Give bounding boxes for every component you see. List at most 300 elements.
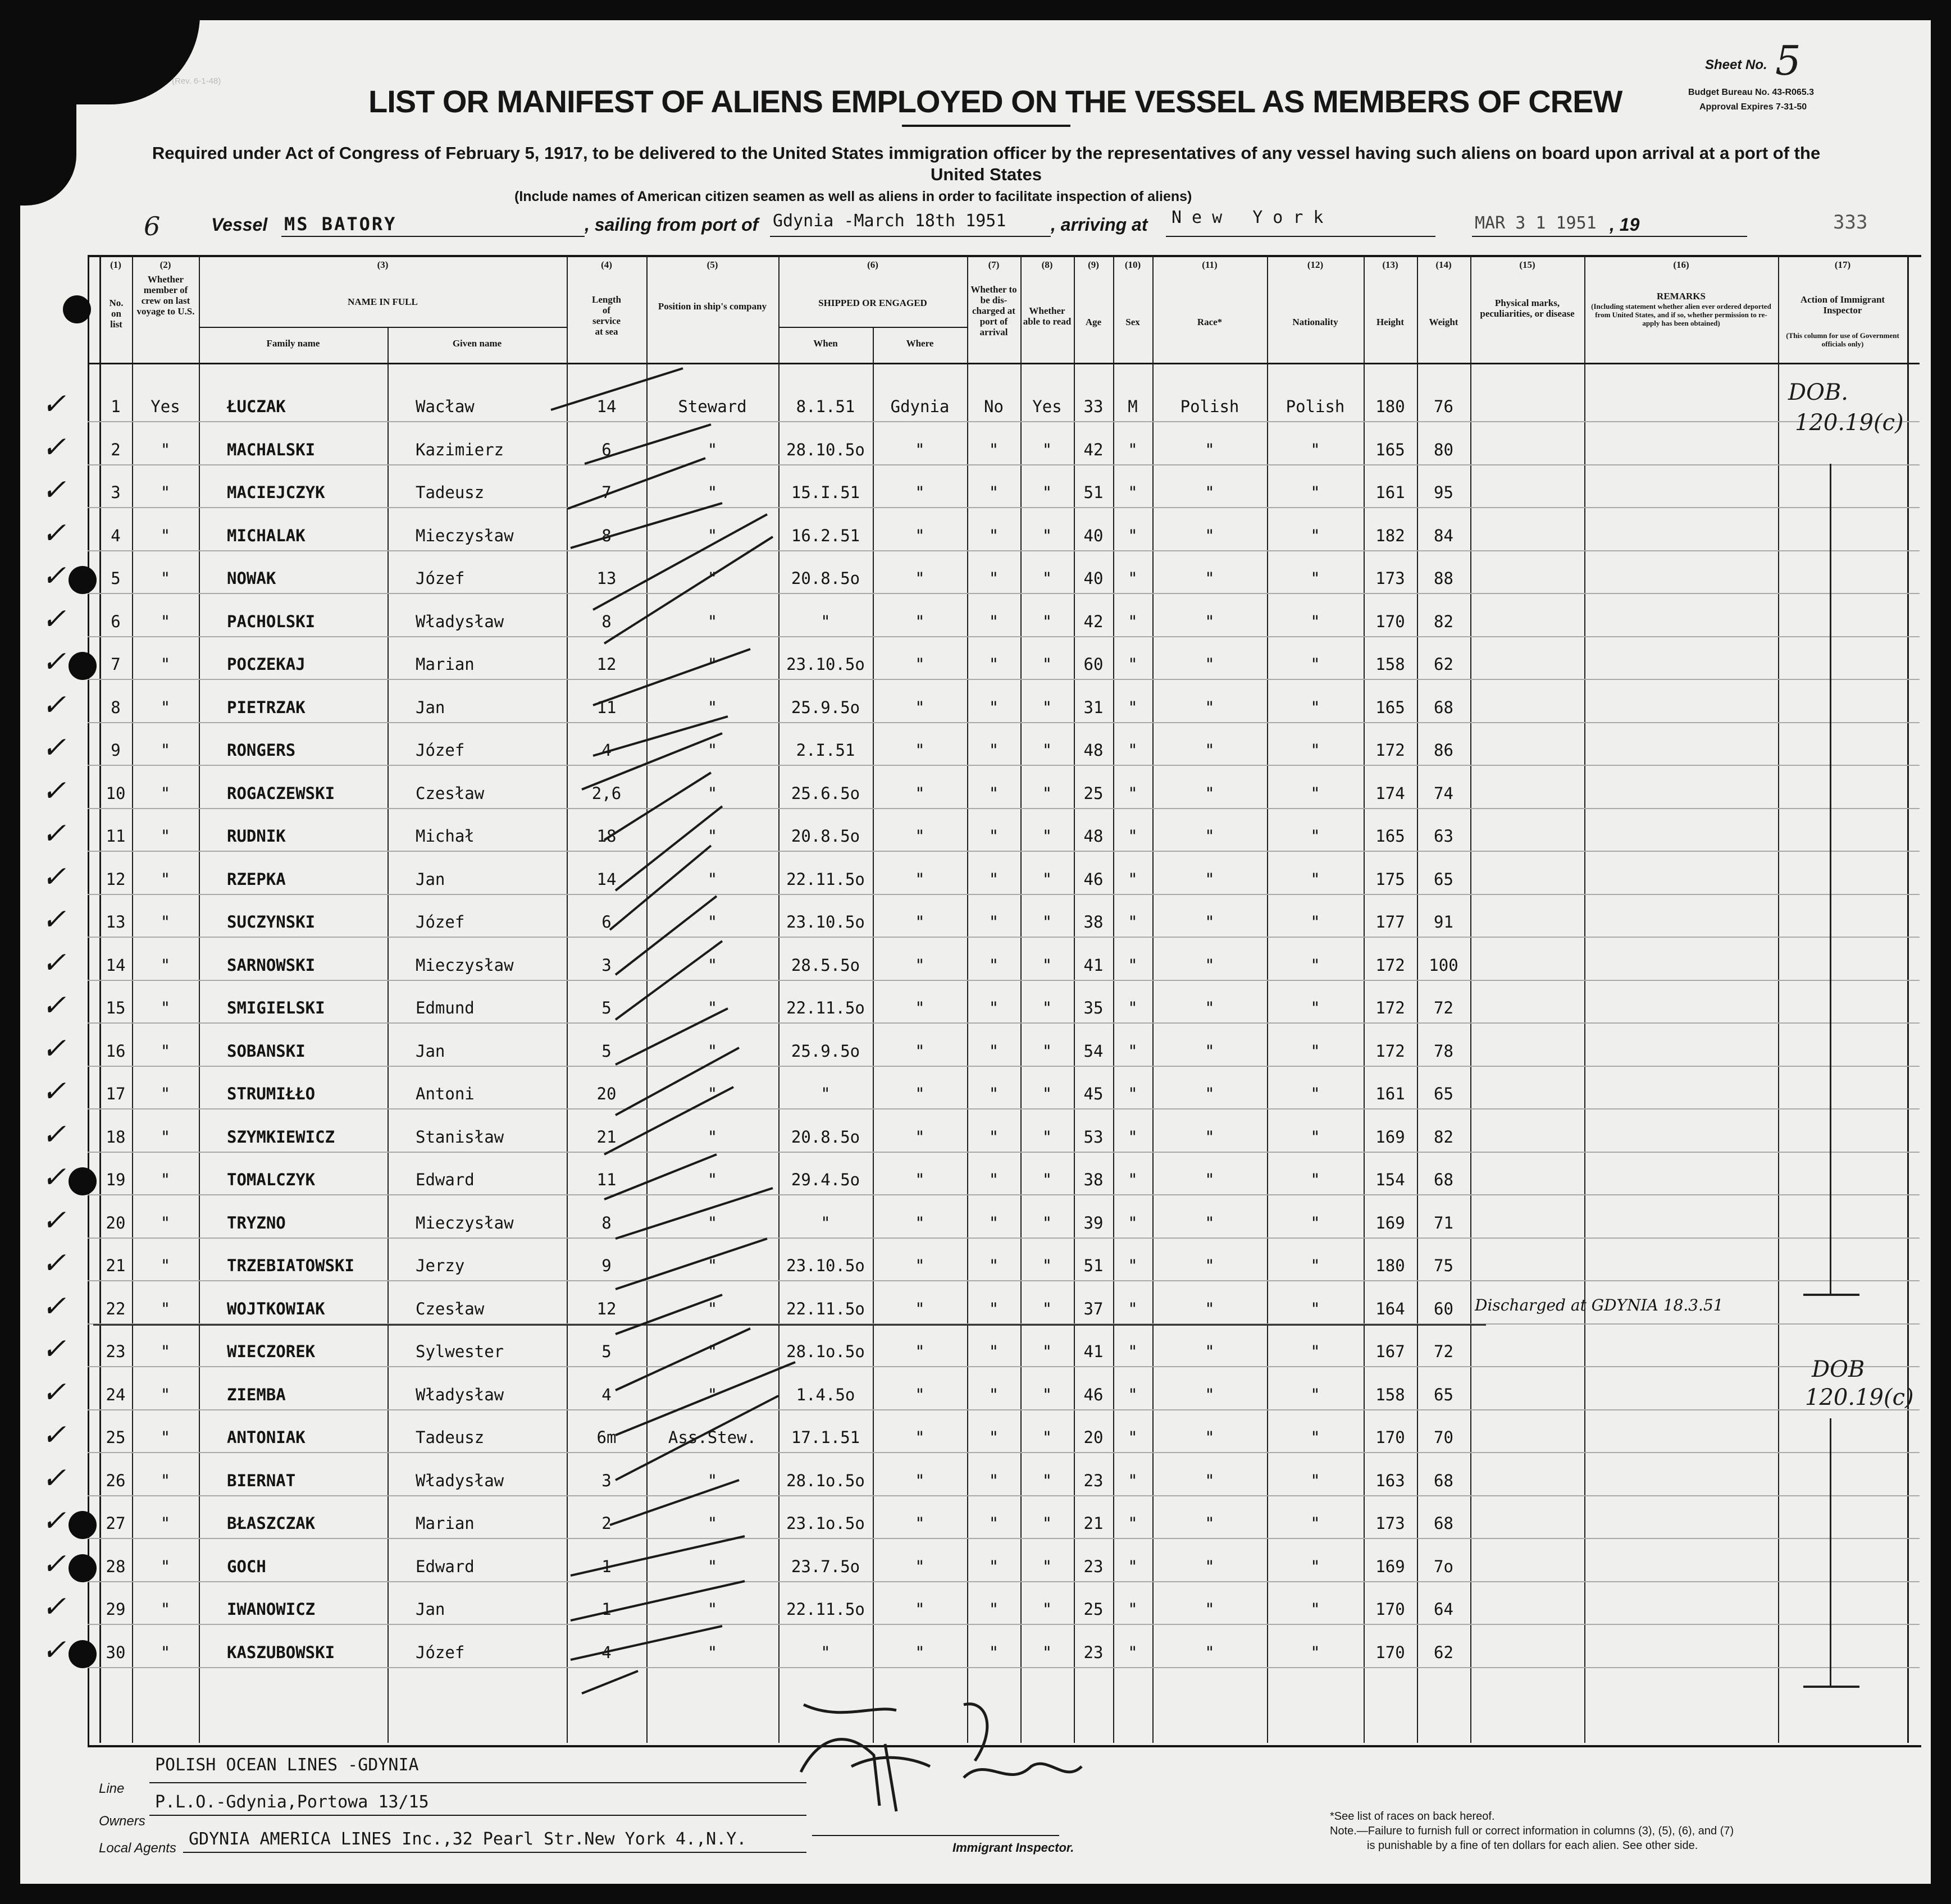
sex: " <box>1128 440 1138 459</box>
race: " <box>1205 1170 1215 1189</box>
service-length: 21 <box>596 1127 617 1147</box>
sex: " <box>1128 1385 1138 1404</box>
inspector-note-2-line-1: DOB <box>1812 1357 1865 1382</box>
sex: " <box>1128 912 1138 932</box>
family-name: RUDNIK <box>227 827 286 846</box>
height: 180 <box>1375 1256 1405 1275</box>
shipped-where: " <box>915 912 925 932</box>
discharged: " <box>988 440 999 459</box>
row-number: 23 <box>106 1342 126 1361</box>
shipped-where: " <box>915 1556 925 1576</box>
position: " <box>707 440 718 459</box>
prior-voyage: Yes <box>151 397 180 416</box>
prior-voyage: " <box>160 483 171 502</box>
family-name: SMIGIELSKI <box>227 998 325 1017</box>
family-name: MICHALAK <box>227 526 306 545</box>
shipped-when: " <box>820 1642 831 1662</box>
sex: " <box>1128 1556 1138 1576</box>
margin-check-icon: ✓ <box>42 1418 66 1452</box>
height: 174 <box>1375 783 1405 803</box>
row-number: 28 <box>106 1556 126 1576</box>
able-to-read: " <box>1042 1642 1052 1662</box>
able-to-read: " <box>1042 1041 1052 1061</box>
discharged: No <box>984 397 1004 416</box>
position: " <box>707 1471 718 1490</box>
shipped-where: " <box>915 998 925 1017</box>
margin-check-icon: ✓ <box>42 1332 66 1366</box>
race: " <box>1205 526 1215 545</box>
height: 180 <box>1375 397 1405 416</box>
age: 51 <box>1083 1256 1104 1275</box>
check-stroke <box>571 503 722 548</box>
race: " <box>1205 741 1215 760</box>
given-name: Kazimierz <box>416 440 504 459</box>
able-to-read: " <box>1042 1170 1052 1189</box>
shipped-where: " <box>915 655 925 674</box>
height: 175 <box>1375 869 1405 889</box>
position: " <box>707 611 718 631</box>
able-to-read: " <box>1042 1127 1052 1147</box>
col-num-12: (12) <box>1307 259 1324 270</box>
shipped-where: " <box>915 1127 925 1147</box>
nationality: " <box>1310 697 1320 717</box>
sex: " <box>1128 1170 1138 1189</box>
position: " <box>707 955 718 975</box>
shipped-where: " <box>915 1428 925 1447</box>
service-length: 11 <box>596 1170 617 1189</box>
given-name: Michał <box>416 827 475 846</box>
nationality: " <box>1310 1127 1320 1147</box>
position: " <box>707 569 718 588</box>
sex: " <box>1128 741 1138 760</box>
shipped-when: 2.I.51 <box>796 741 855 760</box>
line-underline <box>149 1782 806 1783</box>
shipped-when: " <box>820 1084 831 1103</box>
given-name: Tadeusz <box>416 1428 485 1447</box>
age: 42 <box>1083 440 1104 459</box>
nationality: " <box>1310 869 1320 889</box>
service-length: 2,6 <box>591 783 622 803</box>
row-number: 2 <box>111 440 121 459</box>
race: " <box>1205 1084 1215 1103</box>
budget-bureau: Budget Bureau No. 43-R065.3 <box>1688 88 1815 97</box>
row-number: 11 <box>106 827 126 846</box>
col-header-able-to-read: Whether able to read <box>1023 305 1072 327</box>
col-header-where: Where <box>906 338 934 349</box>
service-length: 14 <box>596 397 617 416</box>
margin-check-icon: ✓ <box>42 903 66 937</box>
age: 20 <box>1083 1428 1104 1447</box>
prior-voyage: " <box>160 1385 171 1404</box>
service-length: 6 <box>601 440 612 459</box>
position: Steward <box>678 397 747 416</box>
race: " <box>1205 1471 1215 1490</box>
col-header-height: Height <box>1376 317 1405 327</box>
shipped-where: " <box>915 569 925 588</box>
row-number: 9 <box>111 741 121 760</box>
service-length: 5 <box>601 1041 612 1061</box>
family-name: BŁASZCZAK <box>227 1514 316 1533</box>
service-length: 9 <box>601 1256 612 1275</box>
able-to-read: " <box>1042 440 1052 459</box>
able-to-read: Yes <box>1032 397 1062 416</box>
height: 170 <box>1375 1642 1405 1662</box>
height: 165 <box>1375 697 1405 717</box>
inspector-note-2-line-2: 120.19(c) <box>1805 1385 1914 1410</box>
shipped-when: 17.1.51 <box>791 1428 860 1447</box>
age: 23 <box>1083 1471 1104 1490</box>
race: " <box>1205 1428 1215 1447</box>
family-name: NOWAK <box>227 569 276 588</box>
able-to-read: " <box>1042 697 1052 717</box>
shipped-where: " <box>915 1642 925 1662</box>
col-num-15: (15) <box>1519 259 1535 270</box>
position: " <box>707 1600 718 1619</box>
prior-voyage: " <box>160 1084 171 1103</box>
height: 172 <box>1375 955 1405 975</box>
weight: 68 <box>1434 1170 1453 1189</box>
family-name: TRYZNO <box>227 1213 286 1232</box>
nationality: " <box>1310 741 1320 760</box>
row-number: 13 <box>106 912 126 932</box>
position: " <box>707 483 718 502</box>
family-name: KASZUBOWSKI <box>227 1642 335 1662</box>
page-title: LIST OR MANIFEST OF ALIENS EMPLOYED ON THE VESSEL AS MEMBERS OF CREW <box>368 84 1622 119</box>
weight: 100 <box>1429 955 1458 975</box>
nationality: " <box>1310 827 1320 846</box>
inspector-signature <box>801 1704 1082 1811</box>
family-name: ŁUCZAK <box>227 397 286 416</box>
race: " <box>1205 483 1215 502</box>
able-to-read: " <box>1042 569 1052 588</box>
given-name: Jan <box>416 1041 445 1061</box>
weight: 82 <box>1434 1127 1453 1147</box>
shipped-when: 25.6.5o <box>791 783 860 803</box>
age: 38 <box>1083 912 1104 932</box>
race: " <box>1205 955 1215 975</box>
shipped-where: " <box>915 1256 925 1275</box>
form-ref: (Rev. 6-1-48) <box>172 76 221 86</box>
given-name: Józef <box>416 1642 465 1662</box>
prior-voyage: " <box>160 655 171 674</box>
weight: 68 <box>1434 1514 1453 1533</box>
height: 161 <box>1375 1084 1405 1103</box>
prior-voyage: " <box>160 1256 171 1275</box>
shipped-when: 20.8.5o <box>791 1127 860 1147</box>
row-number: 12 <box>106 869 126 889</box>
margin-check-icon: ✓ <box>42 1246 66 1280</box>
col-header-age: Age <box>1085 317 1102 327</box>
row-number: 4 <box>111 526 121 545</box>
col-header-remarks-sub: (Including statement whether alien ever ordered deported from United States, and if so, whether permission to re-apply has been obtained) <box>1591 302 1771 327</box>
service-length: 4 <box>601 741 612 760</box>
sex: " <box>1128 955 1138 975</box>
discharged: " <box>988 526 999 545</box>
able-to-read: " <box>1042 783 1052 803</box>
check-stroke <box>593 649 750 705</box>
shipped-when: 22.11.5o <box>786 1299 865 1318</box>
height: 170 <box>1375 611 1405 631</box>
nationality: " <box>1310 1342 1320 1361</box>
height: 161 <box>1375 483 1405 502</box>
family-name: STRUMIŁŁO <box>227 1084 316 1103</box>
row-number: 21 <box>106 1256 126 1275</box>
service-length: 14 <box>596 869 617 889</box>
check-stroke <box>616 896 717 975</box>
prior-voyage: " <box>160 869 171 889</box>
height: 173 <box>1375 569 1405 588</box>
sex: " <box>1128 483 1138 502</box>
shipping-line-value: POLISH OCEAN LINES -GDYNIA <box>155 1755 419 1775</box>
check-stroke <box>582 1671 638 1693</box>
check-stroke <box>582 733 722 789</box>
able-to-read: " <box>1042 912 1052 932</box>
prior-voyage: " <box>160 998 171 1017</box>
height: 172 <box>1375 998 1405 1017</box>
weight: 82 <box>1434 611 1453 631</box>
position: " <box>707 1170 718 1189</box>
header-note: (Include names of American citizen seamen as well as aliens in order to facilitate inspection of aliens) <box>514 189 1192 204</box>
service-length: 3 <box>601 955 612 975</box>
race: " <box>1205 1127 1215 1147</box>
height: 170 <box>1375 1428 1405 1447</box>
given-name: Marian <box>416 1514 475 1533</box>
height: 165 <box>1375 827 1405 846</box>
vessel-label: Vessel <box>211 214 268 235</box>
able-to-read: " <box>1042 955 1052 975</box>
weight: 72 <box>1434 1342 1453 1361</box>
weight: 64 <box>1434 1600 1453 1619</box>
shipped-where: " <box>915 1342 925 1361</box>
margin-check-icon: ✓ <box>42 1117 66 1152</box>
sex: " <box>1128 1342 1138 1361</box>
given-name: Józef <box>416 912 465 932</box>
shipped-where: " <box>915 1041 925 1061</box>
margin-check-icon: ✓ <box>42 430 66 464</box>
line-label: Line <box>99 1781 125 1796</box>
shipped-when: 23.1o.5o <box>786 1514 865 1533</box>
col-num-17: (17) <box>1834 259 1851 270</box>
given-name: Władysław <box>416 611 504 631</box>
check-stroke <box>585 424 711 464</box>
family-name: RZEPKA <box>227 869 286 889</box>
service-length: 8 <box>601 611 612 631</box>
weight: 75 <box>1434 1256 1453 1275</box>
position: " <box>707 1256 718 1275</box>
sex: " <box>1128 569 1138 588</box>
height: 165 <box>1375 440 1405 459</box>
shipped-where: " <box>915 1084 925 1103</box>
race: " <box>1205 1041 1215 1061</box>
row-number: 29 <box>106 1600 126 1619</box>
given-name: Jan <box>416 697 445 717</box>
agents-label: Local Agents <box>99 1841 176 1856</box>
service-check-strokes <box>20 20 1931 1884</box>
given-name: Jan <box>416 1600 445 1619</box>
col-header-remarks: REMARKS <box>1657 291 1706 302</box>
age: 46 <box>1083 869 1104 889</box>
check-stroke <box>616 1008 728 1065</box>
shipped-where: " <box>915 483 925 502</box>
margin-check-icon: ✓ <box>42 1203 66 1238</box>
discharged: " <box>988 869 999 889</box>
col-num-2: (2) <box>159 259 171 270</box>
check-stroke <box>616 941 722 1020</box>
sex: " <box>1128 697 1138 717</box>
check-stroke <box>604 1087 733 1154</box>
family-name: SUCZYNSKI <box>227 912 316 932</box>
col-num-14: (14) <box>1435 259 1452 270</box>
sex: " <box>1128 1041 1138 1061</box>
nationality: " <box>1310 1600 1320 1619</box>
height: 163 <box>1375 1471 1405 1490</box>
discharged: " <box>988 912 999 932</box>
check-stroke <box>616 1328 750 1390</box>
weight: 80 <box>1434 440 1453 459</box>
able-to-read: " <box>1042 655 1052 674</box>
margin-check-icon: ✓ <box>42 1161 66 1194</box>
row-number: 27 <box>106 1514 126 1533</box>
service-length: 4 <box>601 1385 612 1404</box>
margin-check-icon: ✓ <box>42 1075 66 1108</box>
discharged: " <box>988 611 999 631</box>
able-to-read: " <box>1042 1385 1052 1404</box>
arriving-label: , arriving at <box>1051 214 1148 235</box>
shipped-when: 28.5.5o <box>791 955 860 975</box>
nationality: " <box>1310 1256 1320 1275</box>
service-length: 12 <box>596 655 617 674</box>
family-name: SARNOWSKI <box>227 955 316 975</box>
service-length: 8 <box>601 1213 612 1232</box>
nationality: " <box>1310 1428 1320 1447</box>
weight: 7o <box>1434 1556 1453 1576</box>
able-to-read: " <box>1042 1471 1052 1490</box>
prior-voyage: " <box>160 1471 171 1490</box>
check-stroke <box>571 1626 722 1660</box>
year-label: , 19 <box>1610 214 1640 235</box>
able-to-read: " <box>1042 1428 1052 1447</box>
height: 167 <box>1375 1342 1405 1361</box>
shipped-where: " <box>915 783 925 803</box>
sailing-from: Gdynia -March 18th 1951 <box>773 211 1006 231</box>
able-to-read: " <box>1042 1342 1052 1361</box>
margin-check-icon: ✓ <box>42 989 66 1022</box>
given-name: Władysław <box>416 1385 504 1404</box>
nationality: " <box>1310 783 1320 803</box>
owners-value: P.L.O.-Gdynia,Portowa 13/15 <box>155 1792 429 1812</box>
row-number: 10 <box>106 783 126 803</box>
row-number: 17 <box>106 1084 126 1103</box>
position: " <box>707 1514 718 1533</box>
row-number: 14 <box>106 955 126 975</box>
col-num-1: (1) <box>110 259 121 270</box>
given-name: Czesław <box>416 1299 485 1318</box>
margin-check-icon: ✓ <box>42 688 66 722</box>
age: 39 <box>1083 1213 1104 1232</box>
race: " <box>1205 1299 1215 1318</box>
margin-check-icon: ✓ <box>42 1031 66 1066</box>
row-number: 3 <box>111 483 121 502</box>
able-to-read: " <box>1042 1213 1052 1232</box>
shipped-where: " <box>915 526 925 545</box>
shipped-when: 22.11.5o <box>786 869 865 889</box>
position: " <box>707 526 718 545</box>
family-name: SZYMKIEWICZ <box>227 1127 335 1147</box>
race: " <box>1205 869 1215 889</box>
weight: 60 <box>1434 1299 1453 1318</box>
race: " <box>1205 569 1215 588</box>
service-length: 4 <box>601 1642 612 1662</box>
race: " <box>1205 912 1215 932</box>
nationality: " <box>1310 1385 1320 1404</box>
check-stroke <box>610 1480 739 1525</box>
row-number: 18 <box>106 1127 126 1147</box>
row-number: 24 <box>106 1385 126 1404</box>
nationality: " <box>1310 1170 1320 1189</box>
discharged: " <box>988 1342 999 1361</box>
age: 41 <box>1083 1342 1104 1361</box>
shipped-when: 28.10.5o <box>786 440 865 459</box>
shipped-when: 25.9.5o <box>791 697 860 717</box>
shipped-when: 20.8.5o <box>791 569 860 588</box>
col-header-given-name: Given name <box>452 338 502 349</box>
race: " <box>1205 1514 1215 1533</box>
weight: 70 <box>1434 1428 1453 1447</box>
margin-check-icon: ✓ <box>42 1547 66 1581</box>
weight: 84 <box>1434 526 1453 545</box>
weight: 88 <box>1434 569 1453 588</box>
row-number: 30 <box>106 1642 126 1662</box>
margin-check-icon: ✓ <box>42 946 66 980</box>
col-header-shipped: SHIPPED OR ENGAGED <box>818 298 927 308</box>
discharged: " <box>988 1642 999 1662</box>
prior-voyage: " <box>160 611 171 631</box>
col-header-prior-voyage: Whether member of crew on last voyage to U.S. <box>136 274 195 317</box>
sex: " <box>1128 611 1138 631</box>
sex: " <box>1128 827 1138 846</box>
nationality: " <box>1310 1514 1320 1533</box>
prior-voyage: " <box>160 1299 171 1318</box>
inspector-signature-line <box>812 1835 1059 1836</box>
check-stroke <box>604 1154 717 1199</box>
nationality: " <box>1310 440 1320 459</box>
margin-check-icon: ✓ <box>42 602 66 636</box>
race: Polish <box>1180 397 1239 416</box>
weight: 65 <box>1434 1084 1453 1103</box>
owners-label: Owners <box>99 1814 145 1829</box>
weight: 63 <box>1434 827 1453 846</box>
shipped-where: " <box>915 697 925 717</box>
weight: 65 <box>1434 1385 1453 1404</box>
shipped-when: 15.I.51 <box>791 483 860 502</box>
nationality: " <box>1310 1213 1320 1232</box>
position: " <box>707 827 718 846</box>
nationality: Polish <box>1286 397 1345 416</box>
sheet-label: Sheet No. <box>1705 57 1767 72</box>
age: 23 <box>1083 1642 1104 1662</box>
able-to-read: " <box>1042 869 1052 889</box>
family-name: SOBANSKI <box>227 1041 306 1061</box>
prior-voyage: " <box>160 1428 171 1447</box>
shipped-when: 29.4.5o <box>791 1170 860 1189</box>
margin-check-icon: ✓ <box>42 774 66 808</box>
race: " <box>1205 1556 1215 1576</box>
age: 54 <box>1083 1041 1104 1061</box>
weight: 95 <box>1434 483 1453 502</box>
position: " <box>707 869 718 889</box>
sailing-label: , sailing from port of <box>585 214 759 235</box>
sex: " <box>1128 1471 1138 1490</box>
